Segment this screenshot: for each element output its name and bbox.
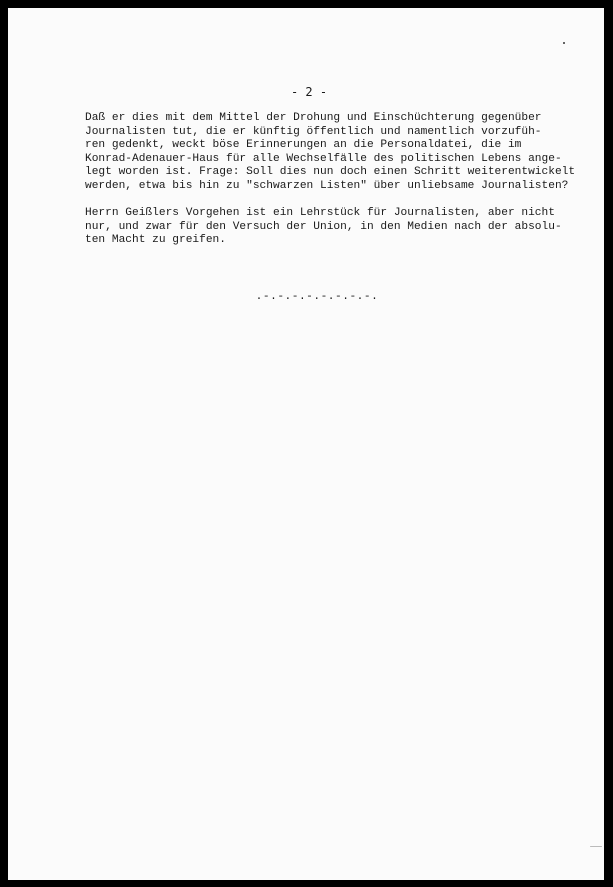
text-line: werden, etwa bis hin zu "schwarzen Listen" über unliebsame Journalisten? — [85, 179, 569, 192]
text-line: Herrn Geißlers Vorgehen ist ein Lehrstück für Journalisten, aber nicht — [85, 207, 555, 220]
paragraph-1 — [85, 112, 604, 194]
text-line: Daß er dies mit dem Mittel der Drohung und Einschüchterung gegenüber — [85, 112, 542, 124]
document-page — [8, 8, 604, 880]
text-line: ten Macht zu greifen. — [85, 234, 226, 247]
text-line: legt worden ist. Frage: Soll dies nun doch einen Schritt weiterentwickelt — [85, 166, 576, 179]
end-divider: .-.-.-.-.-.-.-.-. — [255, 291, 379, 303]
text-line: ren gedenkt, weckt böse Erinnerungen an die Personaldatei, die im — [85, 139, 522, 152]
scan-speck — [590, 846, 602, 847]
text-line: Konrad-Adenauer-Haus für alle Wechselfälle des politischen Lebens ange- — [85, 152, 562, 165]
body-text — [85, 112, 604, 262]
text-line: nur, und zwar für den Versuch der Union, in den Medien nach der absolu- — [85, 220, 562, 233]
paragraph-2 — [85, 207, 604, 248]
page-number: - 2 - — [290, 85, 328, 99]
scan-speck — [563, 42, 565, 44]
text-line: Journalisten tut, die er künftig öffentlich und namentlich vorzufüh- — [85, 125, 542, 138]
